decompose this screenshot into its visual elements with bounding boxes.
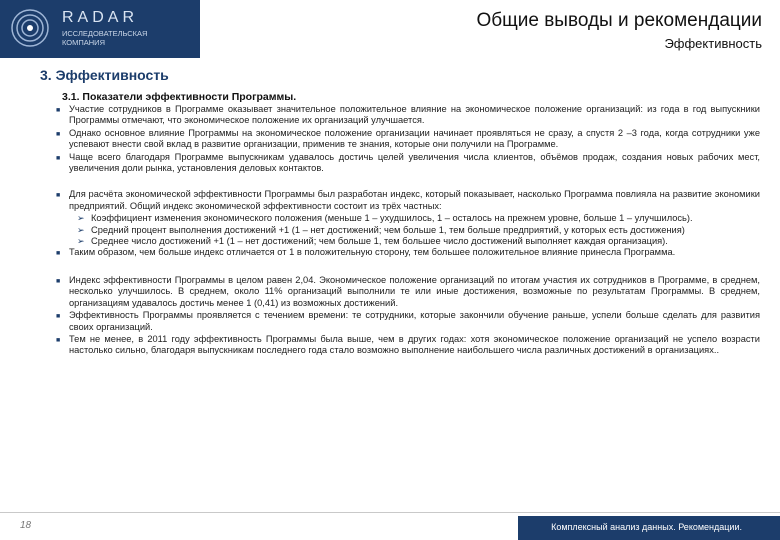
bullet-square-icon: ■ — [56, 250, 61, 258]
arrow-right-icon: ➢ — [77, 213, 85, 224]
bullet-text: Таким образом, чем больше индекс отличается от 1 в положительную сторону, тем большее положительное влияние принесла Программа. — [69, 247, 676, 258]
logo-subtitle — [62, 29, 162, 47]
main-content — [56, 104, 760, 358]
page-number: 18 — [20, 520, 32, 531]
footer-caption: Комплексный анализ данных. Рекомендации. — [551, 522, 742, 532]
bullet-item — [56, 128, 760, 151]
sub-item — [77, 236, 760, 247]
bullet-square-icon: ■ — [56, 313, 61, 321]
bullet-text: Для расчёта экономической эффективности Программы был разработан индекс, который показывает, насколько Программа повлияла на развитие экономики предприятий. Общий индекс экономической эффективности состоит из трёх частных: — [69, 189, 760, 211]
arrow-right-icon: ➢ — [77, 236, 85, 247]
radar-logo-icon — [10, 8, 50, 48]
bullet-item — [56, 247, 760, 259]
bullet-text: Тем не менее, в 2011 году эффективность Программы была выше, чем в других годах: хотя экономическое положение организаций не успело возрасти настолько сильно, благодаря выпускникам последнего года стало возможно выполнение наибольшего числа различных достижений в организациях.. — [69, 333, 760, 356]
bullet-text: Индекс эффективности Программы в целом равен 2,04. Экономическое положение организаций по итогам участия их сотрудников в Программе, в среднем, несколько улучшилось. В среднем, около 11% организаций выполнили те или иные достижения, возможные по результатам Программы. В среднем, организациям удавалось достичь менее 1 (0,41) из возможных достижений. — [69, 274, 760, 308]
page-subtitle: Эффективность — [664, 36, 762, 51]
sub-text: Коэффициент изменения экономического положения (меньше 1 – ухудшилось, 1 – осталось на прежнем уровне, больше 1 – улучшилось). — [91, 213, 693, 224]
bullet-item — [56, 189, 760, 212]
sub-item — [77, 213, 760, 224]
bullet-item — [56, 334, 760, 357]
bullet-item — [56, 310, 760, 333]
sub-item — [77, 225, 760, 236]
logo-sub-line-1: ИССЛЕДОВАТЕЛЬСКАЯ — [62, 29, 148, 38]
subsection-title: 3.1. Показатели эффективности Программы. — [62, 91, 297, 103]
page-title: Общие выводы и рекомендации — [476, 10, 762, 31]
bullet-item — [56, 152, 760, 175]
logo-sub-line-2: КОМПАНИЯ — [62, 38, 105, 47]
footer-divider — [0, 512, 780, 513]
bullet-square-icon: ■ — [56, 107, 61, 114]
bullet-square-icon: ■ — [56, 192, 61, 200]
bullet-square-icon: ■ — [56, 130, 61, 138]
bullet-item — [56, 104, 760, 127]
sub-text: Средний процент выполнения достижений +1 (1 – нет достижений; чем больше 1, тем больше предприятий, у которых есть достижения) — [91, 224, 685, 235]
bullet-text: Однако основное влияние Программы на экономическое положение организации начинает проявляться не сразу, а спустя 2 –3 года, когда сотрудники уже успевают внести свой вклад в развитие организации, применив те знания, которые они получили на Программе. — [69, 127, 760, 150]
bullet-square-icon: ■ — [56, 336, 61, 344]
section-title: 3. Эффективность — [40, 67, 169, 83]
sub-text: Среднее число достижений +1 (1 – нет достижений; чем больше 1, тем большее число достижений выполняет каждая организация). — [91, 236, 668, 247]
bullet-square-icon: ■ — [56, 277, 61, 285]
bullet-item — [56, 275, 760, 309]
bullet-text: Чаще всего благодаря Программе выпускникам удавалось достичь целей увеличения числа клиентов, объёмов продаж, создания новых рабочих мест, увеличения доли рынка, установления деловых контактов. — [69, 151, 760, 174]
logo-name: RADAR — [62, 9, 139, 26]
bullet-square-icon: ■ — [56, 154, 61, 162]
arrow-right-icon: ➢ — [77, 224, 85, 235]
bullet-text: Эффективность Программы проявляется с течением времени: те сотрудники, которые закончили обучение раньше, успели больше сделать для развития своих организаций. — [69, 310, 760, 332]
bullet-text: Участие сотрудников в Программе оказывает значительное положительное влияние на экономическое положение организаций: из года в год выпускники Программы отмечают, что экономическое положение их организаций улучшается. — [69, 104, 760, 126]
